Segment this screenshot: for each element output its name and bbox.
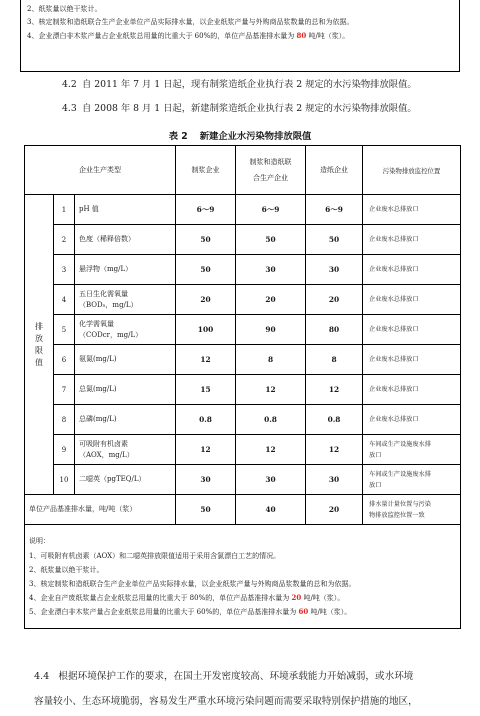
- table-row: [25, 315, 461, 345]
- limit-paper: 30: [306, 255, 363, 285]
- table-note-5: 5、企业漂白非木浆产量占企业纸浆总用量的比重大于 60%的，单位产品基准排水量为 60 吨/吨（浆）。: [29, 607, 352, 617]
- monitor-location: 企业废水总排放口: [363, 285, 461, 315]
- table-row: [25, 255, 461, 285]
- monitor-location: 车间或生产设施废水排 放口: [363, 465, 461, 495]
- note-3: 3、核定制浆和造纸联合生产企业单位产品实际排水量，以企业纸浆产量与外购商品浆数量的总和为依据。: [27, 18, 354, 26]
- row-number: 10: [54, 465, 75, 495]
- limit-pulp: 0.8: [176, 405, 236, 435]
- limit-paper: 0.8: [306, 405, 363, 435]
- limit-pulp: 15: [176, 375, 236, 405]
- notes-title: 说明：: [29, 537, 50, 546]
- row-number: 3: [54, 255, 75, 285]
- pollutant-name: pH 值: [75, 195, 176, 225]
- table-header-row: [25, 146, 461, 195]
- row-number: 9: [54, 435, 75, 465]
- limit-pulp: 50: [176, 255, 236, 285]
- row-number: 1: [54, 195, 75, 225]
- limit-paper: 80: [306, 315, 363, 345]
- table-note-1: 1、可吸附有机卤素（AOX）和二噁英排放限值适用于采用含氯漂白工艺的情况。: [29, 551, 281, 560]
- table-row: [25, 405, 461, 435]
- table-row: [25, 225, 461, 255]
- monitor-location: 企业废水总排放口: [363, 345, 461, 375]
- monitor-location: 企业废水总排放口: [363, 315, 461, 345]
- table-notes: [25, 525, 461, 629]
- limit-pulp: 20: [176, 285, 236, 315]
- limit-joint: 0.8: [236, 405, 306, 435]
- limit-joint: 12: [236, 435, 306, 465]
- limit-joint: 6～9: [236, 195, 306, 225]
- table-row: [25, 285, 461, 315]
- pollutant-name: 二噁英（pgTEQ/L）: [75, 465, 176, 495]
- pollutant-name: 化学需氧量 （CODcr，mg/L）: [75, 315, 176, 345]
- limit-paper: 8: [306, 345, 363, 375]
- highlight-value: 20: [291, 593, 302, 603]
- previous-table-notes: [20, 0, 460, 72]
- monitor-location: 车间或生产设施废水排 放口: [363, 435, 461, 465]
- side-label: 排 放 限 值: [25, 195, 54, 495]
- pollutant-name: 五日生化需氧量 （BOD₅，mg/L）: [75, 285, 176, 315]
- table-row: [25, 465, 461, 495]
- row-number: 8: [54, 405, 75, 435]
- pollutant-name: 色度（稀释倍数）: [75, 225, 176, 255]
- header-location: 污染物排放监控位置: [363, 146, 461, 195]
- limit-paper: 20: [306, 285, 363, 315]
- header-pulp: 制浆企业: [176, 146, 236, 195]
- table-row: [25, 345, 461, 375]
- table-note-2: 2、纸浆量以绝干浆计。: [29, 565, 104, 574]
- monitor-location: 企业废水总排放口: [363, 405, 461, 435]
- unit-drainage-row: [25, 495, 461, 525]
- monitor-location: 企业废水总排放口: [363, 225, 461, 255]
- paragraph-4-4-line2: 容量较小、生态环境脆弱，容易发生严重水环境污染问题而需要采取特别保护措施的地区，: [34, 696, 418, 707]
- limit-paper: 6～9: [306, 195, 363, 225]
- table-caption: 表 2 新建企业水污染物排放限值: [168, 131, 312, 142]
- limit-joint: 30: [236, 465, 306, 495]
- unit-label: 单位产品基准排水量，吨/吨（浆）: [25, 495, 176, 525]
- header-category: 企业生产类型: [25, 146, 176, 195]
- monitor-location: 企业废水总排放口: [363, 255, 461, 285]
- table-row: [25, 375, 461, 405]
- limit-joint: 30: [236, 255, 306, 285]
- header-paper: 造纸企业: [306, 146, 363, 195]
- limit-pulp: 30: [176, 465, 236, 495]
- table-note-4: 4、企业自产废纸浆量占企业纸浆总用量的比重大于 80%的，单位产品基准排水量为 20 吨/吨（浆）。: [29, 593, 345, 603]
- limit-pulp: 100: [176, 315, 236, 345]
- pollutant-name: 悬浮物（mg/L）: [75, 255, 176, 285]
- table-row: [25, 435, 461, 465]
- table-note-3: 3、核定制浆和造纸联合生产企业单位产品实际排水量，以企业纸浆产量与外购商品浆数量的总和为依据。: [29, 580, 356, 588]
- unit-pulp: 50: [176, 495, 236, 525]
- note-2: 2、纸浆量以绝干浆计。: [27, 5, 102, 13]
- unit-joint: 40: [236, 495, 306, 525]
- emission-limits-table: [24, 145, 461, 629]
- pollutant-name: 可吸附有机卤素 （AOX，mg/L）: [75, 435, 176, 465]
- paragraph-4-2: 4.2 自 2011 年 7 月 1 日起，现有制浆造纸企业执行表 2 规定的水污染物排放限值。: [62, 79, 417, 90]
- highlight-value: 60: [298, 607, 309, 617]
- pollutant-name: 总氮(mg/L): [75, 375, 176, 405]
- limit-joint: 20: [236, 285, 306, 315]
- limit-paper: 30: [306, 465, 363, 495]
- limit-pulp: 6～9: [176, 195, 236, 225]
- paragraph-4-4-line1: 4.4 根据环境保护工作的要求，在国土开发密度较高、环境承载能力开始减弱，或水环境: [34, 671, 414, 682]
- row-number: 7: [54, 375, 75, 405]
- limit-paper: 12: [306, 435, 363, 465]
- row-number: 4: [54, 285, 75, 315]
- table-row: [25, 195, 461, 225]
- limit-joint: 50: [236, 225, 306, 255]
- unit-paper: 20: [306, 495, 363, 525]
- pollutant-name: 总磷(mg/L): [75, 405, 176, 435]
- paragraph-4-3: 4.3 自 2008 年 8 月 1 日起，新建制浆造纸企业执行表 2 规定的水污染物排放限值。: [62, 103, 417, 114]
- table-notes-row: [25, 525, 461, 629]
- limit-joint: 8: [236, 345, 306, 375]
- monitor-location: 企业废水总排放口: [363, 375, 461, 405]
- row-number: 6: [54, 345, 75, 375]
- limit-pulp: 12: [176, 345, 236, 375]
- note-4: 4、企业漂白非木浆产量占企业纸浆总用量的比重大于 60%的，单位产品基准排水量为 80 吨/吨（浆）。: [27, 31, 350, 40]
- unit-location: 排水量计量位置与污染 物排放监控位置一致: [363, 495, 461, 525]
- row-number: 5: [54, 315, 75, 345]
- limit-paper: 12: [306, 375, 363, 405]
- limit-pulp: 12: [176, 435, 236, 465]
- row-number: 2: [54, 225, 75, 255]
- limit-joint: 90: [236, 315, 306, 345]
- monitor-location: 企业废水总排放口: [363, 195, 461, 225]
- header-joint: 制浆和造纸联 合生产企业: [236, 146, 306, 195]
- pollutant-name: 氨氮(mg/L): [75, 345, 176, 375]
- highlight-value: 80: [296, 31, 307, 40]
- limit-joint: 12: [236, 375, 306, 405]
- limit-paper: 50: [306, 225, 363, 255]
- limit-pulp: 50: [176, 225, 236, 255]
